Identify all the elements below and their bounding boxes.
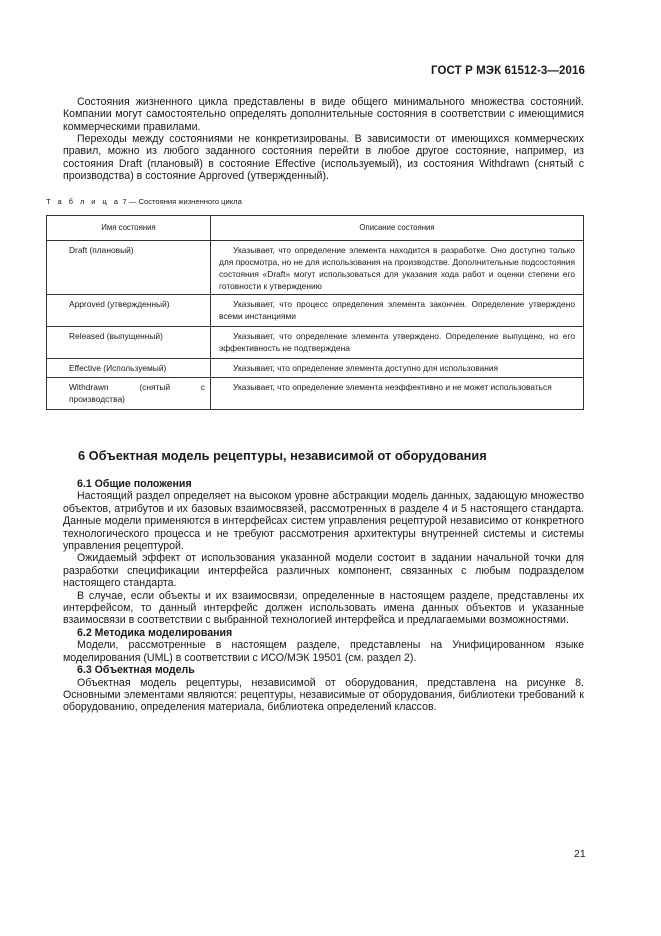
subsection-6-1-title: 6.1 Общие положения [77,478,192,490]
body-paragraph: Настоящий раздел определяет на высоком уровне абстракции модель данных, задающую множество объектов, атрибутов и их базовых взаимосвязей, рассмотренных в разделе 4 и 5 настоящего стандарта. Данные модели применяются в интерфейсах систем управления рецептурой независимо от конкретного технологического процесса и не требуют рассмотрения архитектуры внутренней системы и системы управления рецептурой. [63,490,584,553]
intro-paragraph: Переходы между состояниями не конкретизированы. В зависимости от имеющихся коммерческих правил, можно из любого заданного состояния перейти в любое другое состояние, например, из состояния Draft (плановый) в состояние Effective (используемый), из состояния Withdrawn (снятый с производства) в состояние Approved (утвержденный). [63,132,584,182]
state-name: Withdrawn (снятый с производства) [69,382,205,404]
table-row [47,327,584,359]
state-description: Указывает, что определение элемента утверждено. Определение выпущено, но его эффективность не подтверждена [219,331,575,353]
table-header-row [47,216,584,241]
state-name: Approved (утвержденный) [69,299,170,309]
page-number: 21 [574,848,586,860]
lifecycle-states-table [46,215,584,410]
intro-text [63,96,584,182]
intro-paragraph: Состояния жизненного цикла представлены в виде общего минимального множества состояний. Компании могут самостоятельно определять дополнительные состояния в соответствии с имеющимися коммерческими правилами. [63,96,584,133]
state-description: Указывает, что определение элемента неэффективно и не может использоваться [233,382,552,392]
table-caption-text: 7 — Состояния жизненного цикла [122,197,242,206]
state-name: Draft (плановый) [69,245,134,255]
body-paragraph: В случае, если объекты и их взаимосвязи, определенные в настоящем разделе, представлены их интерфейсом, то данный интерфейс должен использовать имена данных объектов и указанные взаимосвязи в соответствии с выбранной технологией интерфейса и предлагаемыми возможностями. [63,589,584,627]
body-paragraph: Модели, рассмотренные в настоящем разделе, представлены на Унифицированном языке моделирования (UML) в соответствии с ИСО/МЭК 19501 (см. раздел 2). [63,639,584,664]
section-6-title: 6 Объектная модель рецептуры, независимой от оборудования [78,448,487,463]
state-description: Указывает, что процесс определения элемента закончен. Определение утверждено всеми инстанциями [219,299,575,321]
body-paragraph: Объектная модель рецептуры, независимой от оборудования, представлена на рисунке 8. Основными элементами являются: рецептуры, независимые от оборудования, библиотеки требований к оборудованию, определения материала, библиотека определений классов. [63,676,584,714]
state-name: Effective (Используемый) [69,363,167,373]
table-caption-label: Т а б л и ц а [46,197,121,206]
document-code: ГОСТ Р МЭК 61512-3—2016 [431,65,585,77]
body-paragraph: Ожидаемый эффект от использования указанной модели состоит в задании начальной точки для разработки спецификации интерфейса различных компонент, связанных с любым подразделом настоящего стандарта. [63,552,584,590]
table-row [47,378,584,410]
state-name: Released (выпущенный) [69,331,163,341]
subsection-6-2-title: 6.2 Методика моделирования [77,626,233,639]
table-caption [46,197,242,206]
column-header-state-description: Описание состояния [211,216,584,241]
state-description: Указывает, что определение элемента доступно для использования [233,363,499,373]
state-description: Указывает, что определение элемента находится в разработке. Оно доступно только для просмотра, но не для использования на производстве. Дополнительные подсостояния состояния «Draft» могут использоваться для указания хода работ и оценки степени его готовности к утверждению [219,245,575,291]
section-6-body [63,478,584,714]
column-header-state-name: Имя состояния [47,216,211,241]
subsection-6-3-title: 6.3 Объектная модель [77,664,195,677]
table-row [47,359,584,378]
table-row [47,241,584,295]
table-row [47,295,584,327]
